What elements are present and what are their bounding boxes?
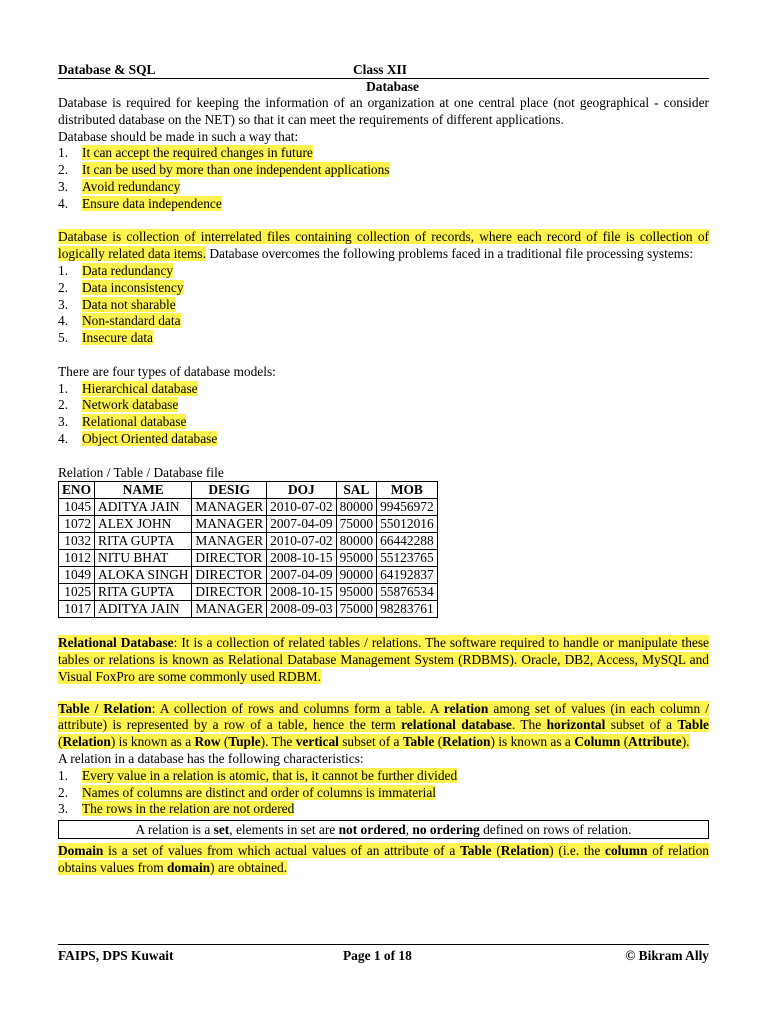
list-item: 1. It can accept the required changes in future xyxy=(58,145,313,161)
page-number: Page 1 of 18 xyxy=(343,948,412,963)
column-header: DESIG xyxy=(192,482,267,499)
table-cell: 2007-04-09 xyxy=(267,567,336,584)
table-cell: 64192837 xyxy=(377,567,438,584)
header-left: Database & SQL xyxy=(58,62,156,77)
table-cell: 1049 xyxy=(59,567,95,584)
domain-paragraph: Domain is a set of values from which actual values of an attribute of a Table (Relation) (i.e. the column of relation obtains values from domain) are obtained. xyxy=(58,843,709,875)
table-row xyxy=(59,499,438,516)
table-relation-paragraph: Table / Relation: A collection of rows and columns form a table. A relation among set of values (in each column / attribute) is represented by a row of a table, hence the term relational database. The horizontal subset of a Table (Relation) is known as a Row (Tuple). The vertical subset of a Table (Relation) is known as a Column (Attribute). xyxy=(58,700,709,750)
table-cell: MANAGER xyxy=(192,516,267,533)
table-cell: ADITYA JAIN xyxy=(95,499,192,516)
list-item: 1. Hierarchical database xyxy=(58,380,198,396)
table-cell: 1045 xyxy=(59,499,95,516)
table-cell: ALOKA SINGH xyxy=(95,567,192,584)
page-header xyxy=(58,60,709,79)
table-cell: RITA GUPTA xyxy=(95,584,192,601)
table-cell: MANAGER xyxy=(192,499,267,516)
table-header-row xyxy=(59,482,438,499)
table-cell: 2008-10-15 xyxy=(267,550,336,567)
table-caption: Relation / Table / Database file xyxy=(58,464,224,480)
characteristics-lead: A relation in a database has the following characteristics: xyxy=(58,750,364,766)
models-lead: There are four types of database models: xyxy=(58,363,276,379)
footer-left: FAIPS, DPS Kuwait xyxy=(58,948,174,963)
table-cell: 2010-07-02 xyxy=(267,499,336,516)
table-cell: DIRECTOR xyxy=(192,550,267,567)
table-cell: 80000 xyxy=(336,533,376,550)
models-list xyxy=(58,381,709,448)
table-cell: MANAGER xyxy=(192,601,267,618)
table-cell: 75000 xyxy=(336,601,376,618)
table-cell: 55012016 xyxy=(377,516,438,533)
table-cell: 90000 xyxy=(336,567,376,584)
table-cell: 1032 xyxy=(59,533,95,550)
characteristics-list xyxy=(58,768,709,818)
list-item: 2. Network database xyxy=(58,397,179,413)
column-header: SAL xyxy=(336,482,376,499)
relational-database-paragraph: Relational Database: It is a collection of related tables / relations. The software required to handle or manipulate these tables or relations is known as Relational Database Management System (RDBMS). Oracle, DB2, Access, MySQL and Visual FoxPro are some commonly used RDBM. xyxy=(58,635,709,684)
table-cell: ALEX JOHN xyxy=(95,516,192,533)
table-cell: 55123765 xyxy=(377,550,438,567)
page-subtitle: Database xyxy=(366,79,419,94)
list-item: 3. Relational database xyxy=(58,414,187,430)
table-cell: DIRECTOR xyxy=(192,584,267,601)
table-cell: MANAGER xyxy=(192,533,267,550)
table-cell: RITA GUPTA xyxy=(95,533,192,550)
table-row xyxy=(59,584,438,601)
table-row xyxy=(59,550,438,567)
table-cell: 1012 xyxy=(59,550,95,567)
intro-lead: Database should be made in such a way that: xyxy=(58,128,299,144)
table-cell: NITU BHAT xyxy=(95,550,192,567)
table-row xyxy=(59,601,438,618)
table-row xyxy=(59,516,438,533)
list-item: 2. Data inconsistency xyxy=(58,279,184,295)
requirements-list xyxy=(58,145,709,212)
table-cell: 2008-10-15 xyxy=(267,584,336,601)
list-item: 1. Data redundancy xyxy=(58,262,174,278)
table-cell: 66442288 xyxy=(377,533,438,550)
list-item: 5. Insecure data xyxy=(58,330,154,346)
list-item: 3. The rows in the relation are not ordered xyxy=(58,801,295,817)
table-cell: 55876534 xyxy=(377,584,438,601)
table-cell: ADITYA JAIN xyxy=(95,601,192,618)
table-cell: 98283761 xyxy=(377,601,438,618)
header-center: Class XII xyxy=(353,62,407,77)
list-item: 2. Names of columns are distinct and order of columns is immaterial xyxy=(58,784,437,800)
list-item: 3. Avoid redundancy xyxy=(58,178,181,194)
collection-paragraph: Database is collection of interrelated files containing collection of records, where each record of file is collection of logically related data items. Database overcomes the following problems faced in a traditional file processing systems: xyxy=(58,229,709,262)
column-header: ENO xyxy=(59,482,95,499)
table-cell: 2007-04-09 xyxy=(267,516,336,533)
relation-note-box: A relation is a set, elements in set are not ordered, no ordering defined on rows of relation. xyxy=(58,820,709,839)
table-cell: 80000 xyxy=(336,499,376,516)
table-cell: 95000 xyxy=(336,550,376,567)
list-item: 1. Every value in a relation is atomic, that is, it cannot be further divided xyxy=(58,767,458,783)
relation-table xyxy=(58,481,438,618)
table-cell: 75000 xyxy=(336,516,376,533)
table-cell: 2008-09-03 xyxy=(267,601,336,618)
column-header: MOB xyxy=(377,482,438,499)
document-page xyxy=(58,60,709,877)
table-cell: 95000 xyxy=(336,584,376,601)
column-header: NAME xyxy=(95,482,192,499)
column-header: DOJ xyxy=(267,482,336,499)
intro-paragraph: Database is required for keeping the information of an organization at one central place (not geographical - consider distributed database on the NET) so that it can meet the requirements of different applications. xyxy=(58,95,709,127)
list-item: 3. Data not sharable xyxy=(58,296,176,312)
table-row xyxy=(59,567,438,584)
table-cell: 1072 xyxy=(59,516,95,533)
footer-right: © Bikram Ally xyxy=(625,948,709,963)
table-cell: 99456972 xyxy=(377,499,438,516)
problems-list xyxy=(58,263,709,347)
table-cell: 1017 xyxy=(59,601,95,618)
list-item: 2. It can be used by more than one independent applications xyxy=(58,162,390,178)
list-item: 4. Object Oriented database xyxy=(58,430,218,446)
list-item: 4. Ensure data independence xyxy=(58,195,222,211)
page-footer xyxy=(58,944,709,967)
table-cell: 2010-07-02 xyxy=(267,533,336,550)
table-cell: DIRECTOR xyxy=(192,567,267,584)
table-row xyxy=(59,533,438,550)
table-cell: 1025 xyxy=(59,584,95,601)
list-item: 4. Non-standard data xyxy=(58,313,181,329)
